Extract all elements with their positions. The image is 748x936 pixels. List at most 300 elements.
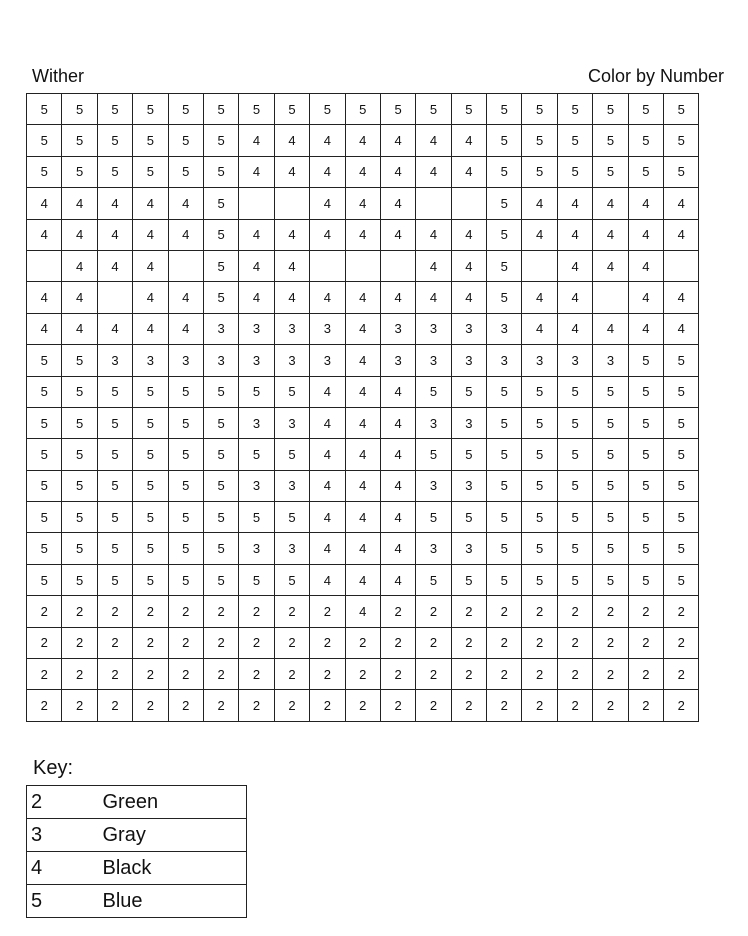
grid-row: [27, 376, 699, 407]
grid-cell: 5: [239, 439, 274, 470]
grid-cell: 2: [487, 659, 522, 690]
grid-cell: 5: [593, 502, 628, 533]
grid-cell: 5: [557, 376, 592, 407]
grid-cell: 5: [522, 502, 557, 533]
grid-cell: 5: [168, 156, 203, 187]
grid-row: [27, 188, 699, 219]
grid-row: [27, 533, 699, 564]
grid-cell: 5: [203, 470, 238, 501]
grid-cell: 5: [27, 533, 62, 564]
grid-cell: 4: [310, 407, 345, 438]
grid-cell: 5: [593, 156, 628, 187]
key-number: 5: [27, 885, 99, 918]
grid-cell: 5: [416, 94, 451, 125]
grid-cell: 4: [274, 125, 309, 156]
grid-cell: 4: [274, 282, 309, 313]
grid-cell: 5: [168, 94, 203, 125]
grid-cell: 2: [416, 596, 451, 627]
grid-cell: 2: [27, 659, 62, 690]
grid-cell: 2: [239, 659, 274, 690]
grid-cell: 3: [133, 345, 168, 376]
grid-cell: 4: [310, 533, 345, 564]
grid-cell: 5: [451, 439, 486, 470]
grid-cell: 5: [97, 439, 132, 470]
grid-cell: 2: [593, 596, 628, 627]
grid-cell: [451, 188, 486, 219]
key-number: 2: [27, 786, 99, 819]
grid-cell: 5: [664, 156, 699, 187]
grid-cell: 5: [345, 94, 380, 125]
grid-cell: 4: [345, 376, 380, 407]
grid-cell: 5: [522, 376, 557, 407]
grid-cell: 5: [557, 407, 592, 438]
grid-cell: 5: [310, 94, 345, 125]
grid-cell: [168, 250, 203, 281]
grid-row: [27, 659, 699, 690]
grid-cell: 5: [133, 564, 168, 595]
grid-cell: 4: [133, 313, 168, 344]
grid-cell: 4: [310, 219, 345, 250]
grid-cell: 5: [62, 345, 97, 376]
grid-cell: 5: [557, 156, 592, 187]
grid-cell: 4: [628, 188, 663, 219]
grid-row: [27, 313, 699, 344]
grid-cell: 5: [522, 407, 557, 438]
grid-cell: 3: [274, 407, 309, 438]
grid-cell: 2: [593, 659, 628, 690]
grid-cell: 4: [593, 250, 628, 281]
grid-cell: 3: [310, 313, 345, 344]
grid-cell: 2: [203, 659, 238, 690]
grid-cell: 4: [310, 564, 345, 595]
grid-cell: 5: [168, 533, 203, 564]
grid-row: [27, 282, 699, 313]
grid-cell: 4: [239, 156, 274, 187]
grid-cell: 5: [168, 125, 203, 156]
grid-cell: 4: [522, 282, 557, 313]
grid-cell: 4: [239, 250, 274, 281]
grid-cell: 3: [239, 345, 274, 376]
grid-cell: [664, 250, 699, 281]
grid-cell: 5: [97, 376, 132, 407]
grid-cell: 5: [593, 125, 628, 156]
page-title: Wither: [32, 66, 85, 86]
grid-cell: 4: [451, 125, 486, 156]
grid-cell: 4: [451, 156, 486, 187]
grid-cell: 2: [522, 690, 557, 721]
grid-cell: 3: [416, 345, 451, 376]
grid-cell: 5: [97, 156, 132, 187]
grid-cell: 3: [168, 345, 203, 376]
grid-cell: 2: [27, 690, 62, 721]
grid-cell: 5: [27, 502, 62, 533]
grid-cell: 2: [664, 659, 699, 690]
grid-cell: 2: [274, 596, 309, 627]
worksheet-type: Color by Number: [587, 66, 724, 86]
grid-cell: 2: [416, 690, 451, 721]
grid-cell: 5: [487, 439, 522, 470]
grid-cell: 2: [62, 596, 97, 627]
grid-cell: 5: [27, 156, 62, 187]
grid-cell: 3: [239, 533, 274, 564]
grid-cell: 4: [345, 596, 380, 627]
grid-cell: 4: [345, 156, 380, 187]
grid-cell: 2: [345, 690, 380, 721]
grid-cell: 4: [168, 219, 203, 250]
grid-cell: 2: [416, 627, 451, 658]
grid-cell: 5: [62, 439, 97, 470]
grid-cell: 5: [487, 282, 522, 313]
grid-cell: 5: [557, 564, 592, 595]
grid-cell: 5: [27, 564, 62, 595]
grid-cell: 5: [664, 470, 699, 501]
grid-cell: 4: [345, 125, 380, 156]
grid-cell: 5: [62, 376, 97, 407]
grid-row: [27, 125, 699, 156]
grid-cell: 5: [203, 188, 238, 219]
grid-cell: 2: [628, 659, 663, 690]
grid-cell: 2: [451, 596, 486, 627]
grid-cell: 4: [628, 219, 663, 250]
grid-cell: 4: [522, 313, 557, 344]
grid-cell: 5: [168, 564, 203, 595]
grid-cell: 5: [203, 564, 238, 595]
grid-cell: 4: [345, 470, 380, 501]
grid-cell: 5: [628, 125, 663, 156]
grid-row: [27, 627, 699, 658]
grid-cell: 5: [557, 502, 592, 533]
grid-cell: 2: [416, 659, 451, 690]
grid-cell: 2: [380, 690, 415, 721]
grid-cell: 3: [274, 470, 309, 501]
grid-cell: 4: [345, 439, 380, 470]
grid-cell: 4: [664, 313, 699, 344]
grid-cell: 2: [239, 596, 274, 627]
grid-cell: 5: [557, 470, 592, 501]
grid-cell: 5: [203, 376, 238, 407]
grid-cell: 5: [487, 125, 522, 156]
grid-row: [27, 596, 699, 627]
grid-cell: 2: [203, 690, 238, 721]
grid-cell: 2: [310, 659, 345, 690]
grid-cell: 2: [62, 627, 97, 658]
grid-cell: 5: [664, 125, 699, 156]
grid-cell: 3: [274, 345, 309, 376]
grid-cell: [274, 188, 309, 219]
grid-cell: [239, 188, 274, 219]
grid-cell: 4: [345, 345, 380, 376]
grid-cell: 5: [274, 94, 309, 125]
grid-cell: 4: [310, 502, 345, 533]
grid-cell: 5: [628, 94, 663, 125]
grid-cell: 5: [664, 345, 699, 376]
grid-cell: 4: [274, 156, 309, 187]
grid-cell: 5: [239, 94, 274, 125]
grid-cell: 4: [522, 219, 557, 250]
grid-cell: 5: [62, 533, 97, 564]
grid-cell: 3: [451, 345, 486, 376]
grid-cell: 5: [628, 502, 663, 533]
grid-cell: 3: [239, 313, 274, 344]
grid-cell: 4: [310, 470, 345, 501]
grid-cell: [416, 188, 451, 219]
grid-cell: 2: [380, 596, 415, 627]
grid-cell: 2: [664, 627, 699, 658]
grid-cell: 4: [380, 407, 415, 438]
grid-cell: 4: [345, 313, 380, 344]
grid-cell: [97, 282, 132, 313]
grid-cell: 5: [239, 376, 274, 407]
grid-cell: 2: [168, 690, 203, 721]
grid-cell: 5: [593, 533, 628, 564]
grid-cell: 3: [451, 470, 486, 501]
grid-cell: 5: [380, 94, 415, 125]
key-color-name: Gray: [99, 819, 247, 852]
grid-cell: 4: [27, 282, 62, 313]
grid-cell: 5: [487, 376, 522, 407]
grid-cell: 4: [380, 502, 415, 533]
grid-cell: 4: [310, 439, 345, 470]
grid-cell: 2: [557, 627, 592, 658]
grid-cell: 5: [487, 564, 522, 595]
grid-cell: 4: [451, 282, 486, 313]
grid-cell: 2: [62, 690, 97, 721]
grid-cell: 5: [593, 376, 628, 407]
grid-cell: 3: [203, 313, 238, 344]
grid-cell: 4: [557, 219, 592, 250]
grid-cell: 5: [27, 407, 62, 438]
grid-cell: 4: [310, 125, 345, 156]
grid-cell: 4: [239, 219, 274, 250]
grid-cell: 5: [133, 125, 168, 156]
grid-cell: 4: [345, 282, 380, 313]
grid-cell: 5: [274, 502, 309, 533]
grid-cell: 5: [487, 250, 522, 281]
grid-cell: 5: [557, 94, 592, 125]
grid-cell: 2: [274, 659, 309, 690]
grid-cell: 2: [522, 659, 557, 690]
grid-cell: 4: [274, 219, 309, 250]
grid-cell: 4: [345, 407, 380, 438]
grid-cell: 4: [380, 439, 415, 470]
grid-cell: 5: [203, 125, 238, 156]
grid-cell: 5: [168, 470, 203, 501]
grid-cell: 5: [628, 564, 663, 595]
grid-cell: 5: [593, 439, 628, 470]
grid-cell: 4: [416, 282, 451, 313]
grid-cell: 4: [416, 250, 451, 281]
grid-cell: 2: [97, 659, 132, 690]
grid-cell: 4: [310, 188, 345, 219]
key-row: [27, 786, 247, 819]
grid-cell: 5: [487, 470, 522, 501]
grid-cell: 2: [27, 627, 62, 658]
grid-cell: 5: [593, 564, 628, 595]
grid-cell: 5: [487, 407, 522, 438]
grid-cell: 4: [168, 313, 203, 344]
grid-cell: 5: [133, 470, 168, 501]
grid-cell: 2: [522, 596, 557, 627]
grid-cell: 5: [628, 407, 663, 438]
grid-cell: 5: [451, 502, 486, 533]
grid-cell: 5: [274, 376, 309, 407]
grid-cell: 5: [628, 439, 663, 470]
grid-cell: 2: [451, 690, 486, 721]
grid-cell: 4: [380, 156, 415, 187]
grid-cell: 2: [203, 596, 238, 627]
grid-cell: 5: [133, 156, 168, 187]
grid-cell: 3: [239, 470, 274, 501]
grid-cell: 2: [310, 596, 345, 627]
grid-row: [27, 219, 699, 250]
grid-cell: 5: [487, 219, 522, 250]
grid-cell: 5: [203, 533, 238, 564]
grid-cell: 5: [274, 564, 309, 595]
grid-cell: 2: [487, 596, 522, 627]
grid-cell: 5: [27, 94, 62, 125]
grid-cell: 4: [345, 188, 380, 219]
grid-cell: 4: [62, 188, 97, 219]
grid-cell: 3: [310, 345, 345, 376]
grid-cell: 3: [97, 345, 132, 376]
grid-cell: 5: [168, 439, 203, 470]
grid-cell: 4: [380, 376, 415, 407]
grid-cell: 4: [133, 282, 168, 313]
grid-cell: 5: [203, 94, 238, 125]
grid-cell: 5: [133, 533, 168, 564]
grid-cell: 2: [97, 690, 132, 721]
grid-cell: 4: [557, 188, 592, 219]
grid-cell: 5: [27, 376, 62, 407]
grid-cell: 5: [522, 470, 557, 501]
grid-cell: 3: [451, 407, 486, 438]
grid-cell: 5: [593, 407, 628, 438]
grid-cell: 4: [310, 282, 345, 313]
grid-cell: 3: [416, 470, 451, 501]
grid-cell: 2: [451, 659, 486, 690]
grid-cell: 5: [27, 470, 62, 501]
grid-cell: 5: [522, 439, 557, 470]
grid-cell: 4: [310, 156, 345, 187]
key-row: [27, 885, 247, 918]
grid-cell: 5: [203, 156, 238, 187]
grid-cell: 4: [97, 313, 132, 344]
grid-cell: 4: [62, 250, 97, 281]
grid-cell: 5: [62, 156, 97, 187]
grid-cell: 4: [451, 219, 486, 250]
grid-cell: 2: [557, 659, 592, 690]
grid-row: [27, 690, 699, 721]
grid-cell: 3: [416, 407, 451, 438]
grid-cell: 2: [239, 627, 274, 658]
grid-row: [27, 407, 699, 438]
grid-cell: 2: [97, 627, 132, 658]
grid-cell: 2: [487, 690, 522, 721]
grid-cell: 2: [628, 690, 663, 721]
grid-cell: 5: [133, 502, 168, 533]
grid-cell: 4: [664, 188, 699, 219]
grid-cell: 2: [380, 659, 415, 690]
grid-cell: 5: [27, 125, 62, 156]
grid-cell: 3: [487, 345, 522, 376]
grid-cell: 5: [168, 407, 203, 438]
grid-row: [27, 94, 699, 125]
grid-cell: 4: [593, 188, 628, 219]
grid-cell: 2: [557, 690, 592, 721]
grid-cell: 3: [557, 345, 592, 376]
grid-cell: 2: [133, 596, 168, 627]
grid-cell: 5: [133, 94, 168, 125]
grid-cell: 5: [62, 94, 97, 125]
grid-cell: 4: [62, 282, 97, 313]
grid-cell: 4: [664, 282, 699, 313]
grid-cell: 5: [97, 125, 132, 156]
grid-cell: 4: [27, 188, 62, 219]
grid-cell: 4: [380, 470, 415, 501]
grid-cell: 5: [522, 564, 557, 595]
grid-cell: 5: [239, 502, 274, 533]
grid-cell: 3: [593, 345, 628, 376]
grid-cell: 5: [62, 502, 97, 533]
grid-cell: 4: [593, 313, 628, 344]
grid-cell: 2: [451, 627, 486, 658]
grid-cell: 5: [97, 533, 132, 564]
grid-cell: 5: [451, 94, 486, 125]
grid-row: [27, 470, 699, 501]
grid-cell: 5: [557, 125, 592, 156]
grid-cell: 3: [487, 313, 522, 344]
grid-cell: 4: [380, 125, 415, 156]
grid-cell: 4: [310, 376, 345, 407]
grid-cell: 5: [416, 564, 451, 595]
grid-cell: 5: [27, 439, 62, 470]
grid-cell: 5: [593, 94, 628, 125]
grid-cell: 2: [345, 659, 380, 690]
grid-row: [27, 502, 699, 533]
grid-cell: 4: [380, 188, 415, 219]
grid-row: [27, 564, 699, 595]
grid-cell: 2: [628, 596, 663, 627]
grid-cell: 5: [97, 564, 132, 595]
grid-cell: 4: [628, 313, 663, 344]
grid-cell: 5: [274, 439, 309, 470]
grid-cell: 5: [487, 94, 522, 125]
grid-cell: 2: [380, 627, 415, 658]
grid-cell: 4: [557, 313, 592, 344]
grid-cell: 2: [168, 596, 203, 627]
grid-cell: 3: [380, 345, 415, 376]
grid-cell: 5: [97, 502, 132, 533]
grid-cell: 2: [310, 627, 345, 658]
grid-cell: 2: [133, 690, 168, 721]
grid-cell: 5: [628, 470, 663, 501]
grid-cell: [522, 250, 557, 281]
number-grid: [26, 93, 699, 722]
grid-cell: 4: [522, 188, 557, 219]
grid-cell: 4: [380, 282, 415, 313]
grid-cell: 2: [345, 627, 380, 658]
grid-cell: 4: [97, 188, 132, 219]
grid-cell: 2: [274, 627, 309, 658]
grid-cell: 4: [27, 313, 62, 344]
grid-cell: 5: [487, 188, 522, 219]
grid-cell: 3: [274, 533, 309, 564]
grid-cell: 2: [310, 690, 345, 721]
key-row: [27, 819, 247, 852]
grid-cell: 5: [522, 94, 557, 125]
grid-cell: 5: [203, 407, 238, 438]
grid-cell: 4: [133, 219, 168, 250]
